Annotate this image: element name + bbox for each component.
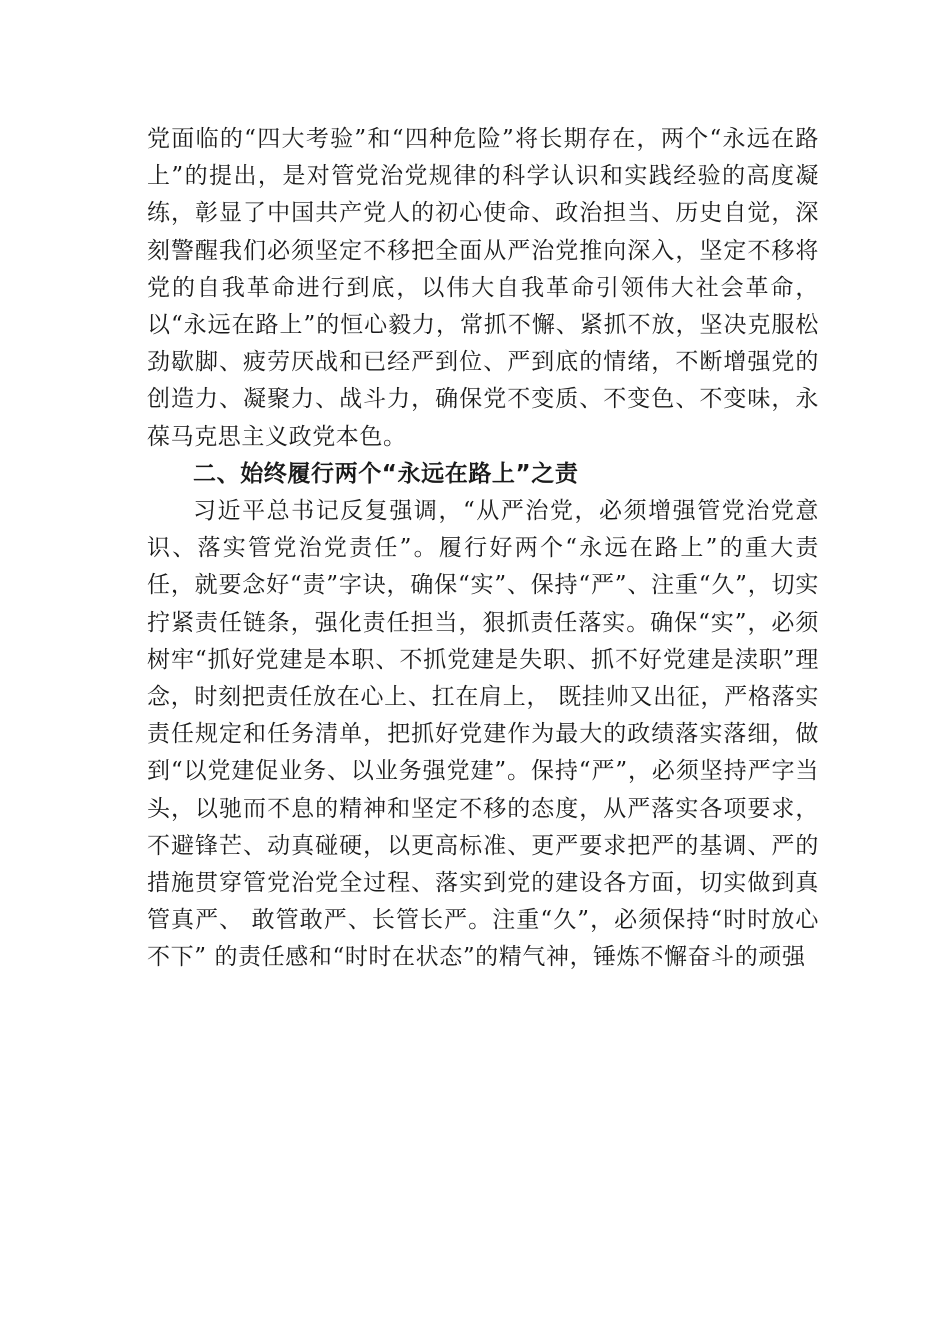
- paragraph-responsibility: 习近平总书记反复强调，“从严治党，必须增强管党治党意识、落实管党治党责任”。履行好两个“永远在路上”的重大责任，就要念好“责”字诀，确保“实”、保持“严”、注重“久”，切实拧紧责任链条，强化责任担当，狠抓责任落实。确保“实”，必须树牢“抓好党建是本职、不抓党建是失职、抓不好党建是渎职”理念，时刻把责任放在心上、扛在肩上， 既挂帅又出征，严格落实责任规定和任务清单，把抓好党建作为最大的政绩落实落细，做到“以党建促业务、以业务强党建”。保持“严”，必须坚持严字当头，以驰而不息的精神和坚定不移的态度，从严落实各项要求，不避锋芒、动真碰硬，以更高标准、更严要求把严的基调、严的措施贯穿管党治党全过程、落实到党的建设各方面，切实做到真管真严、 敢管敢严、长管长严。注重“久”，必须保持“时时放心不下” 的责任感和“时时在状态”的精气神，锤炼不懈奋斗的顽强: [147, 498, 819, 971]
- document-body: [147, 121, 819, 977]
- paragraph-continuation: 党面临的“四大考验”和“四种危险”将长期存在，两个“永远在路上”的提出，是对管党治党规律的科学认识和实践经验的高度凝练，彰显了中国共产党人的初心使命、政治担当、历史自觉，深刻警醒我们必须坚定不移把全面从严治党推向深入，坚定不移将党的自我革命进行到底，以伟大自我革命引领伟大社会革命，以“永远在路上”的恒心毅力，常抓不懈、紧抓不放，坚决克服松劲歇脚、疲劳厌战和已经严到位、严到底的情绪，不断增强党的创造力、凝聚力、战斗力，确保党不变质、不变色、不变味，永葆马克思主义政党本色。: [147, 126, 819, 450]
- section-heading: 二、始终履行两个“永远在路上”之责: [193, 460, 579, 487]
